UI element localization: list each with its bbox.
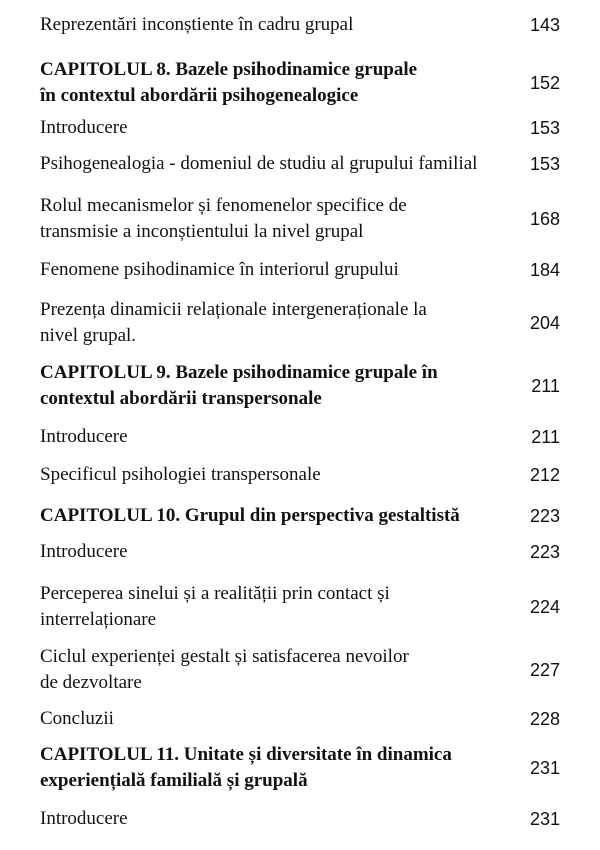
page-number: 184: [529, 260, 560, 280]
chapter-title: [40, 57, 510, 109]
entry-title: [40, 806, 510, 832]
toc-entry: [40, 806, 580, 832]
entry-title-line: CAPITOLUL 11. Unitate și diversitate în dinamica: [40, 744, 452, 765]
entry-title-line: Introducere: [40, 426, 128, 447]
toc-entry: [40, 193, 580, 245]
entry-title-line: Fenomene psihodinamice în interiorul grupului: [40, 259, 399, 280]
page-number: 153: [529, 154, 560, 174]
entry-title-line: CAPITOLUL 8. Bazele psihodinamice grupale: [40, 59, 418, 80]
entry-title: [40, 193, 510, 245]
toc-chapter-entry: [40, 360, 580, 412]
page-number: 211: [531, 427, 560, 447]
chapter-title: [40, 360, 510, 412]
page-number: 143: [529, 15, 560, 35]
page-number: 153: [529, 118, 560, 138]
entry-title: [40, 644, 510, 696]
toc-entry: [40, 706, 580, 732]
entry-title: [40, 297, 510, 349]
entry-title-line: Rolul mecanismelor și fenomenelor specifice de: [40, 195, 407, 216]
entry-title-line: Prezența dinamicii relaționale intergeneraționale la: [40, 299, 427, 320]
entry-title-line: Specificul psihologiei transpersonale: [40, 464, 321, 485]
page-number: 204: [529, 313, 560, 333]
toc-entry: [40, 257, 580, 283]
entry-title: [40, 115, 510, 141]
entry-title-line: experiențială familială și grupală: [40, 770, 308, 791]
entry-title-line: Concluzii: [40, 708, 114, 729]
entry-title: [40, 706, 510, 732]
page-number: 212: [529, 465, 560, 485]
toc-entry: [40, 539, 580, 565]
page-number: 223: [529, 542, 560, 562]
toc-entry: [40, 424, 580, 450]
entry-title-line: Introducere: [40, 541, 128, 562]
toc-entry: [40, 644, 580, 696]
toc-chapter-entry: [40, 503, 580, 529]
page-number: 228: [529, 709, 560, 729]
page-number: 231: [529, 758, 560, 778]
entry-title: [40, 12, 510, 38]
toc-entry: [40, 297, 580, 349]
entry-title: [40, 462, 510, 488]
entry-title-line: Introducere: [40, 117, 128, 138]
chapter-title: [40, 503, 510, 529]
toc-entry: [40, 115, 580, 141]
toc-entry: [40, 581, 580, 633]
entry-title-line: transmisie a inconștientului la nivel grupal: [40, 221, 364, 242]
entry-title-line: Introducere: [40, 808, 128, 829]
entry-title-line: contextul abordării transpersonale: [40, 388, 322, 409]
page-number: 152: [529, 73, 560, 93]
toc-chapter-entry: [40, 742, 580, 794]
page-number: 231: [529, 809, 560, 829]
toc-entry: [40, 462, 580, 488]
entry-title-line: interrelaționare: [40, 609, 157, 630]
toc-entry: [40, 151, 580, 177]
entry-title-line: nivel grupal.: [40, 325, 137, 346]
entry-title: [40, 151, 510, 177]
entry-title-line: în contextul abordării psihogenealogice: [40, 85, 359, 106]
entry-title-line: CAPITOLUL 9. Bazele psihodinamice grupale în: [40, 362, 438, 383]
toc-chapter-entry: [40, 57, 580, 109]
entry-title-line: Perceperea sinelui și a realității prin contact și: [40, 583, 390, 604]
page-number: 168: [529, 209, 560, 229]
entry-title-line: CAPITOLUL 10. Grupul din perspectiva gestaltistă: [40, 505, 460, 526]
entry-title-line: Reprezentări inconștiente în cadru grupal: [40, 14, 354, 35]
page-number: 223: [529, 506, 560, 526]
entry-title: [40, 257, 510, 283]
toc-entry: [40, 12, 580, 38]
entry-title: [40, 581, 510, 633]
page-number: 211: [531, 376, 560, 396]
page-number: 227: [529, 660, 560, 680]
entry-title: [40, 424, 510, 450]
page-number: 224: [529, 597, 560, 617]
entry-title-line: Psihogenealogia - domeniul de studiu al grupului familial: [40, 153, 478, 174]
entry-title-line: Ciclul experienței gestalt și satisfacerea nevoilor: [40, 646, 409, 667]
entry-title: [40, 539, 510, 565]
entry-title-line: de dezvoltare: [40, 672, 142, 693]
chapter-title: [40, 742, 510, 794]
